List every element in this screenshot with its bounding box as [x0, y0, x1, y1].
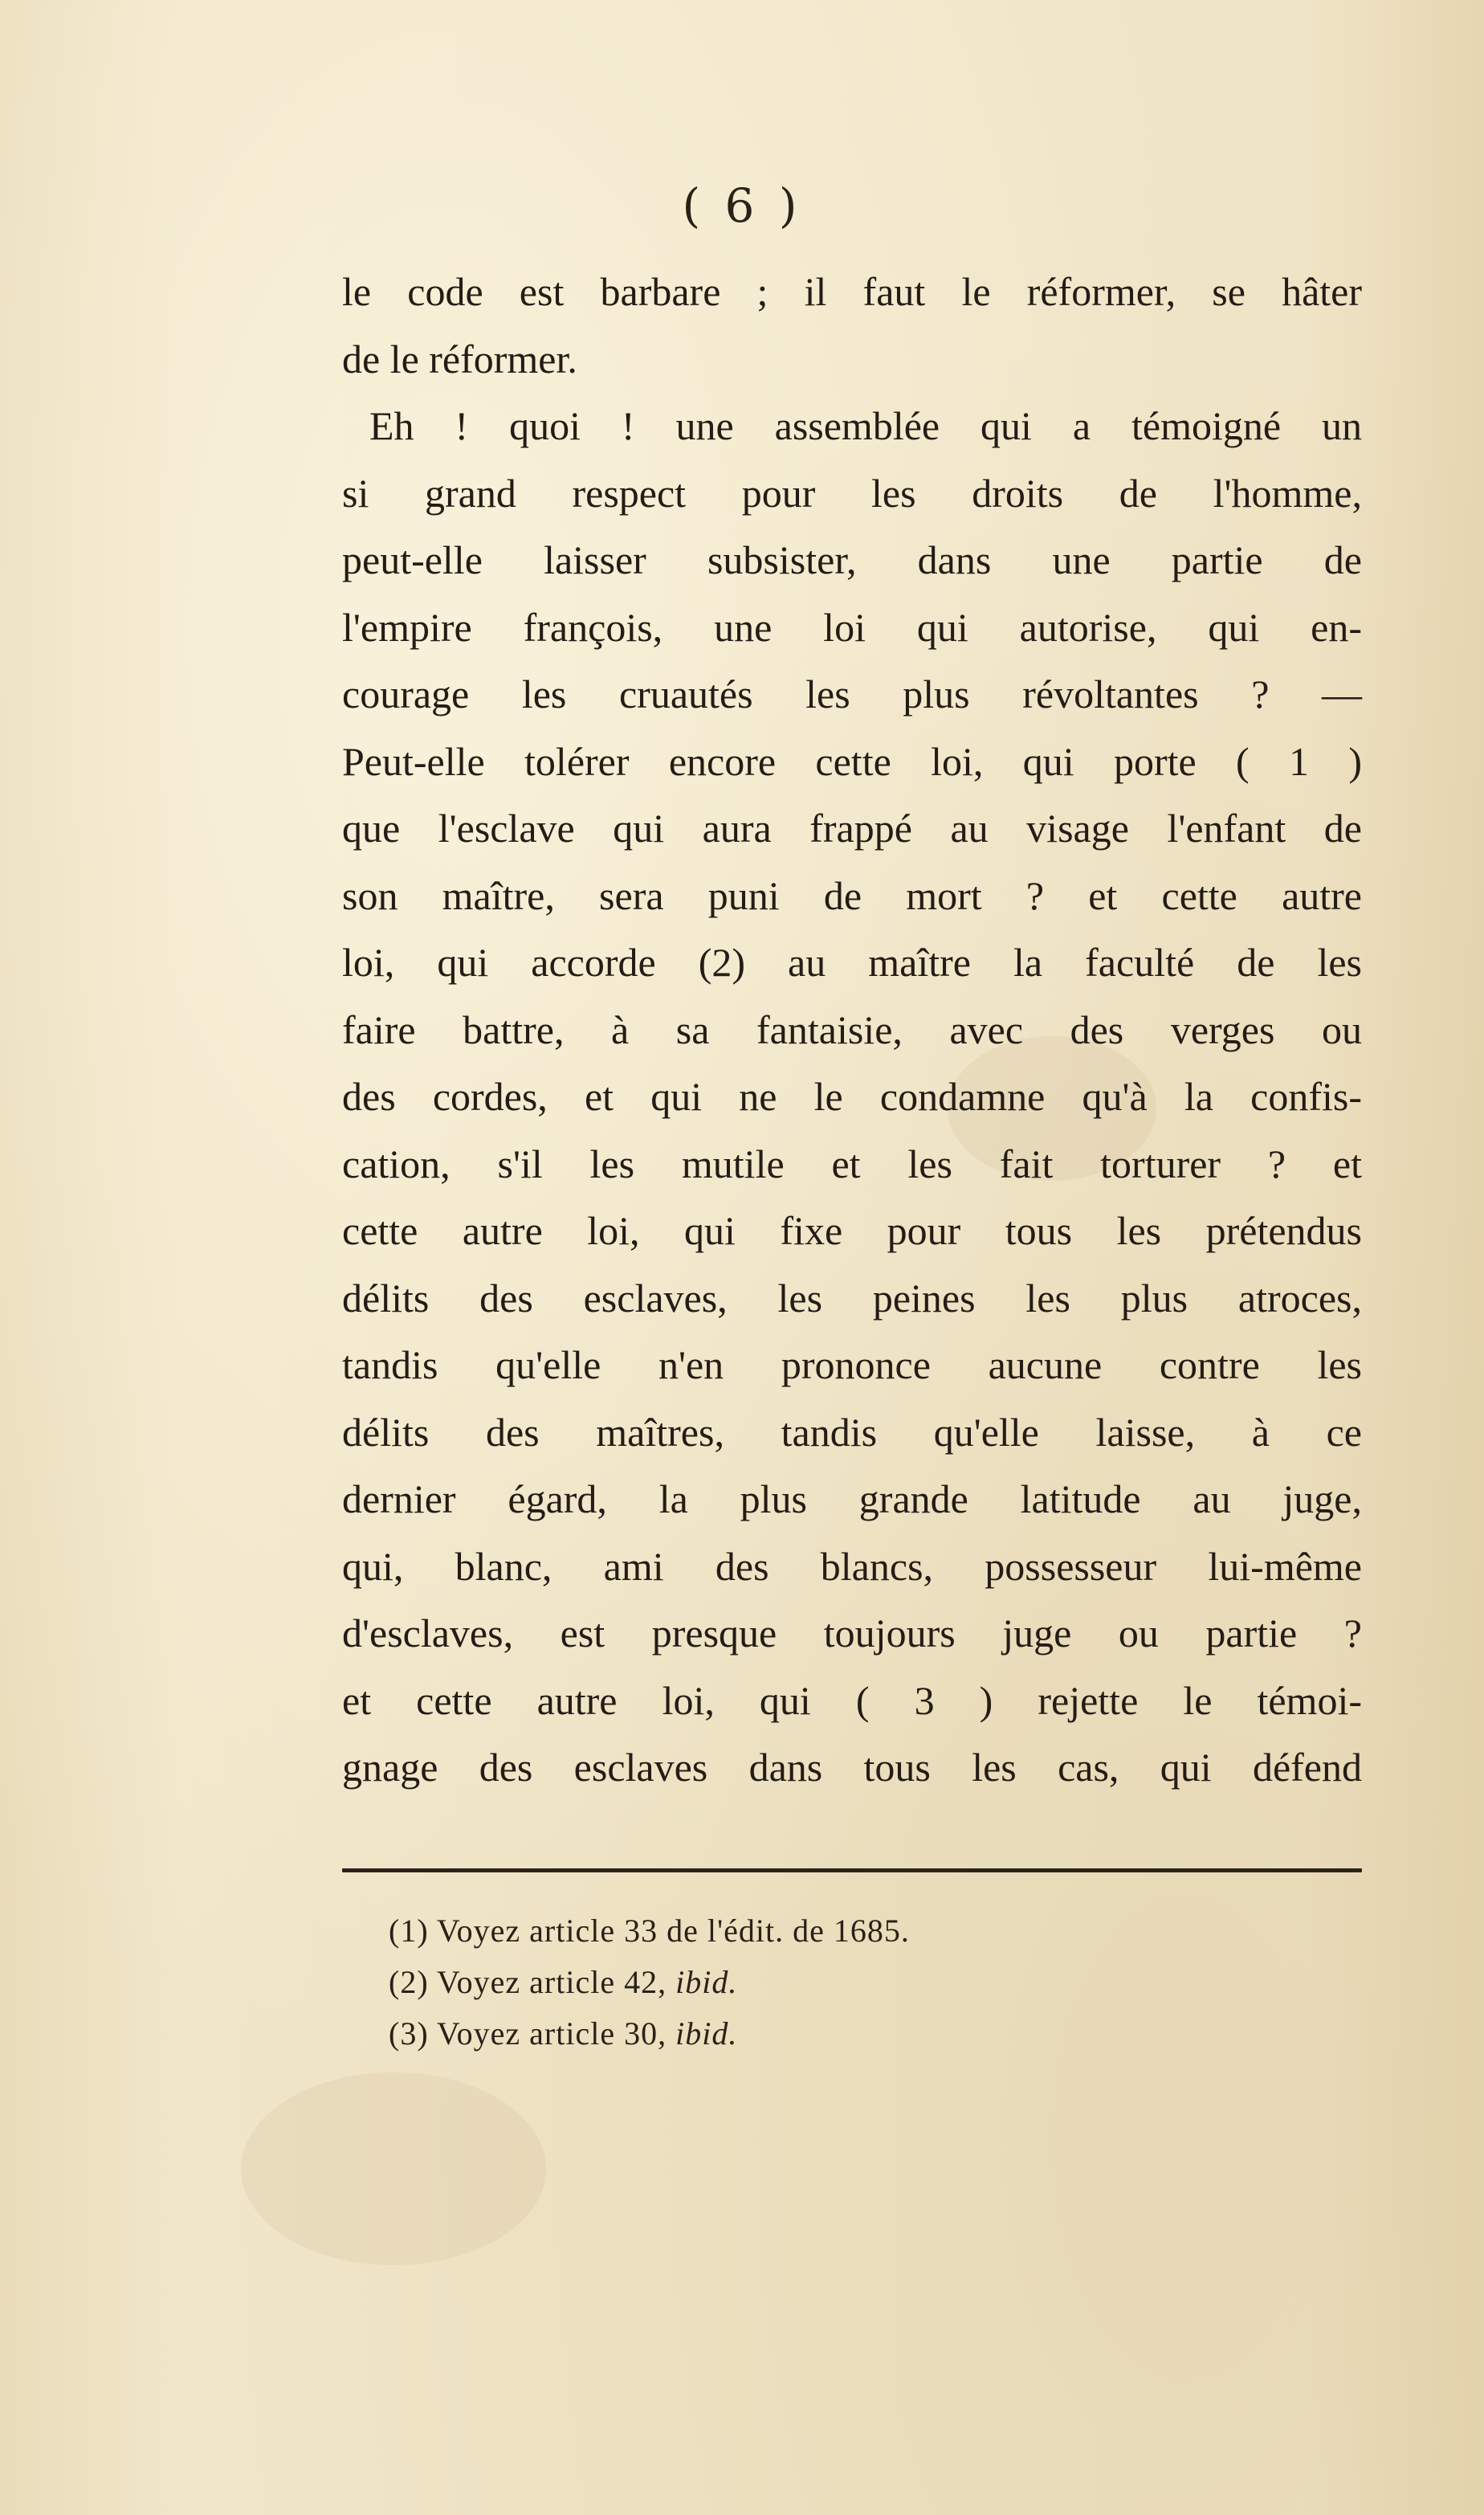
- footnotes: [389, 1905, 1192, 2060]
- footnote-ibid: ibid.: [675, 1964, 738, 2000]
- footnote-marker: (1): [389, 1913, 429, 1949]
- text-line: Eh ! quoi ! une assemblée qui a témoigné un: [369, 403, 1362, 448]
- text-line: des cordes, et qui ne le condamne qu'à la confis-: [342, 1074, 1362, 1119]
- body-text: [342, 259, 1362, 1802]
- text-line: le code est barbare ; il faut le réformer, se hâter: [342, 269, 1362, 314]
- page-number: ( 6 ): [682, 178, 802, 233]
- text-line: et cette autre loi, qui ( 3 ) rejette le témoi-: [342, 1677, 1362, 1723]
- footnote-rule: [342, 1868, 1362, 1872]
- text-line: si grand respect pour les droits de l'homme,: [342, 470, 1362, 516]
- footnote-text: Voyez article 33 de l'édit. de 1685.: [436, 1913, 910, 1949]
- text-line: Peut-elle tolérer encore cette loi, qui porte ( 1 ): [342, 738, 1362, 784]
- text-line: dernier égard, la plus grande latitude au juge,: [342, 1476, 1362, 1521]
- footnote-ibid: ibid.: [675, 2015, 738, 2052]
- text-line: son maître, sera puni de mort ? et cette autre: [342, 872, 1362, 918]
- text-line: courage les cruautés les plus révoltantes ? —: [342, 672, 1362, 717]
- text-line: peut-elle laisser subsister, dans une partie de: [342, 537, 1362, 582]
- text-line: délits des maîtres, tandis qu'elle laisse, à ce: [342, 1409, 1362, 1455]
- text-line: loi, qui accorde (2) au maître la faculté de les: [342, 940, 1362, 985]
- paper-stain: [241, 2072, 546, 2265]
- text-line: tandis qu'elle n'en prononce aucune contre les: [342, 1342, 1362, 1387]
- text-line: gnage des esclaves dans tous les cas, qui défend: [342, 1745, 1362, 1790]
- footnote: [389, 1957, 1192, 2008]
- text-line: de le réformer.: [342, 336, 577, 382]
- footnote-text: Voyez article 30,: [436, 2015, 667, 2052]
- footnote-marker: (2): [389, 1964, 429, 2000]
- footnote-text: Voyez article 42,: [436, 1964, 667, 2000]
- footnote: [389, 1905, 1192, 1957]
- text-line: cation, s'il les mutile et les fait torturer ? et: [342, 1141, 1362, 1186]
- text-line: l'empire françois, une loi qui autorise, qui en-: [342, 604, 1362, 650]
- text-line: faire battre, à sa fantaisie, avec des verges ou: [342, 1006, 1362, 1052]
- text-line: délits des esclaves, les peines les plus atroces,: [342, 1275, 1362, 1321]
- footnote-marker: (3): [389, 2015, 429, 2052]
- text-line: cette autre loi, qui fixe pour tous les prétendus: [342, 1208, 1362, 1253]
- footnote: [389, 2008, 1192, 2060]
- text-line: d'esclaves, est presque toujours juge ou partie ?: [342, 1611, 1362, 1656]
- text-line: qui, blanc, ami des blancs, possesseur lui-même: [342, 1543, 1362, 1589]
- text-line: que l'esclave qui aura frappé au visage l'enfant de: [342, 806, 1362, 851]
